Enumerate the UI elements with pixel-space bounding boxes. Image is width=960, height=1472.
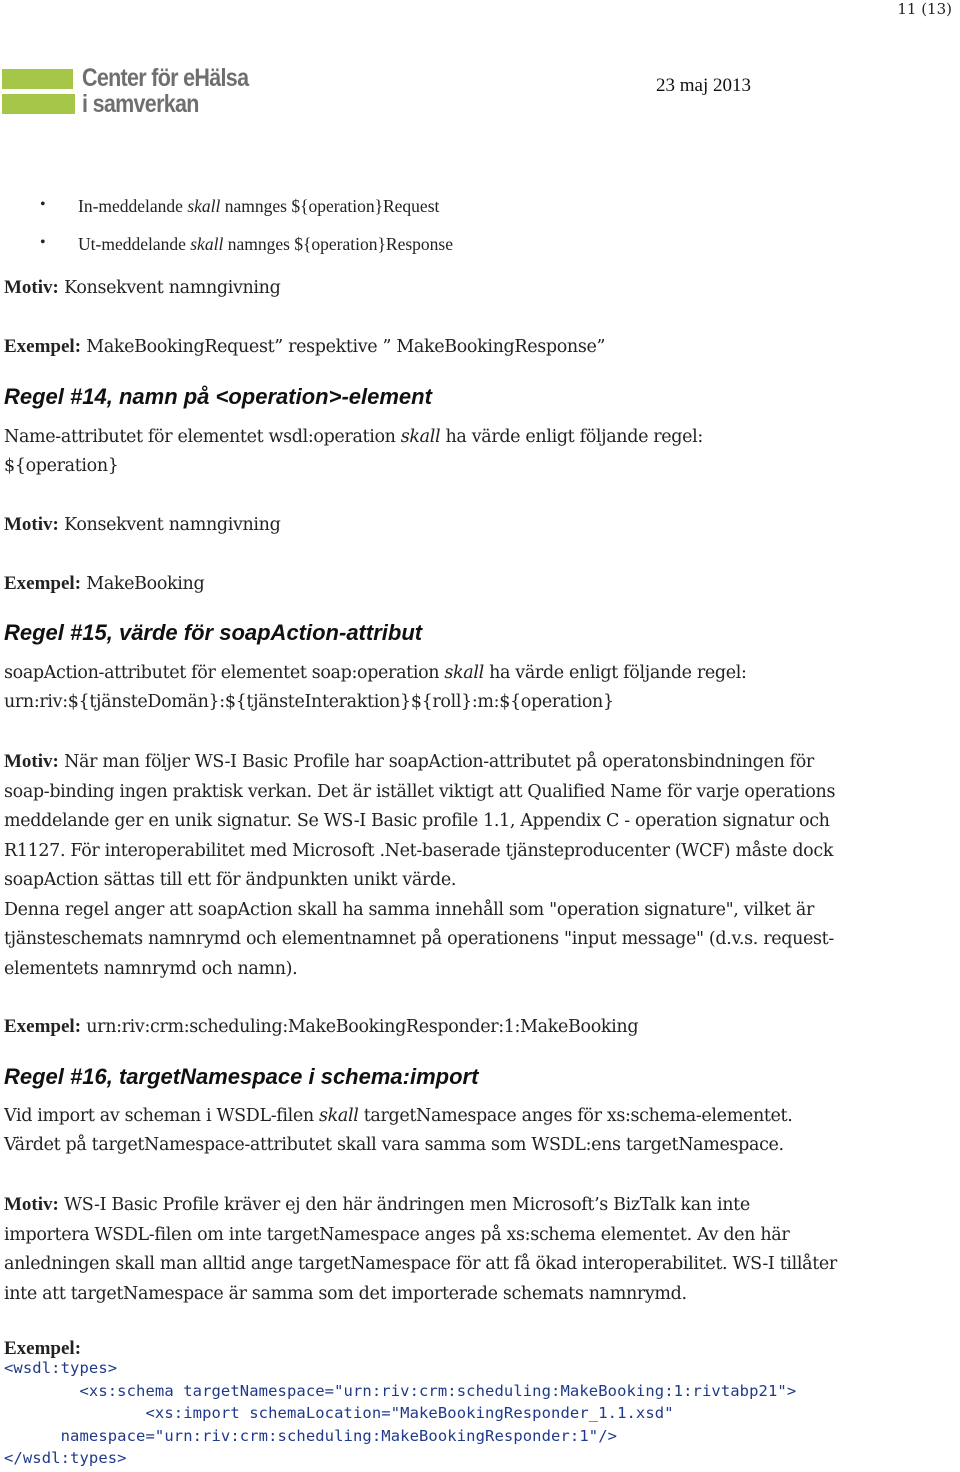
logo-text-line2: i samverkan	[82, 90, 199, 118]
bullet-icon: •	[40, 196, 46, 213]
code-line: namespace="urn:riv:crm:scheduling:MakeBookingResponder:1"/>	[4, 1426, 618, 1445]
motiv-label: Motiv:	[4, 751, 59, 772]
section-heading: Regel #14, namn på <operation>-element	[4, 384, 432, 409]
code-line: </wsdl:types>	[4, 1449, 127, 1467]
rule-text: Name-attributet för elementet wsdl:operation skall ha värde enligt följande regel:	[4, 427, 703, 447]
example-paragraph: Exempel: MakeBooking	[4, 573, 205, 594]
logo-bar-top	[2, 69, 73, 89]
rule-text: urn:riv:${tjänsteDomän}:${tjänsteInteraktion}${roll}:m:${operation}	[4, 692, 614, 712]
motiv-paragraph: Motiv: Konsekvent namngivning	[4, 277, 281, 298]
example-label: Exempel:	[4, 573, 82, 594]
list-item	[0, 234, 960, 258]
rule-text: Värdet på targetNamespace-attributet skall vara samma som WSDL:ens targetNamespace.	[4, 1135, 784, 1155]
list-item-text: Ut-meddelande skall namnges ${operation}Response	[78, 234, 453, 254]
logo	[0, 66, 270, 122]
list-item-text: In-meddelande skall namnges ${operation}Request	[78, 196, 440, 216]
bullet-icon: •	[40, 234, 46, 251]
example-label: Exempel:	[4, 336, 82, 357]
example-label: Exempel:	[4, 1338, 82, 1359]
motiv-paragraph: Motiv: Konsekvent namngivning	[4, 514, 281, 535]
motiv-label: Motiv:	[4, 277, 59, 298]
code-line: <xs:import schemaLocation="MakeBookingResponder_1.1.xsd"	[4, 1404, 674, 1422]
rule-text: soapAction-attributet för elementet soap:operation skall ha värde enligt följande regel:	[4, 663, 747, 683]
example-paragraph: Exempel: MakeBookingRequest” respektive ” MakeBookingResponse”	[4, 336, 606, 357]
motiv-label: Motiv:	[4, 514, 59, 535]
example-label: Exempel:	[4, 1016, 82, 1037]
list-item	[0, 196, 960, 220]
code-line: <xs:schema targetNamespace="urn:riv:crm:scheduling:MakeBooking:1:rivtabp21">	[4, 1381, 797, 1400]
motiv-paragraph: Motiv: När man följer WS-I Basic Profile har soapAction-attributet på operatonsbindningen för soap-binding ingen praktisk verkan. Det är istället viktigt att Qualified Name för varje operations meddelande ger en unik signatur. Se WS-I Basic profile 1.1, Appendix C - operation signatur och R1127. För interoperabilitet med Microsoft .Net-baserade tjänsteproducenter (WCF) måste dock soapAction sättas till ett för ändpunkten unikt värde. Denna regel anger att soapAction skall ha samma innehåll som "operation signature", vilket är tjänsteschemats namnrymd och elementnamnet på operationens "input message" (d.v.s. request- elementets namnrymd och namn).	[4, 751, 836, 979]
motiv-label: Motiv:	[4, 1194, 59, 1215]
motiv-paragraph: Motiv: WS-I Basic Profile kräver ej den här ändringen men Microsoft’s BizTalk kan inte importera WSDL-filen om inte targetNamespace anges på xs:schema elementet. Av den här anledningen skall man alltid ange targetNamespace för att få ökad interoperabilitet. WS-I tillåter inte att targetNamespace är samma som det importerade schemats namnrymd.	[4, 1194, 837, 1304]
code-line: <wsdl:types>	[4, 1359, 118, 1377]
logo-bar-bottom	[2, 94, 75, 114]
logo-text-line1: Center för eHälsa	[82, 64, 249, 92]
section-heading: Regel #15, värde för soapAction-attribut	[4, 620, 423, 645]
rule-text: Vid import av scheman i WSDL-filen skall targetNamespace anges för xs:schema-elementet.	[4, 1106, 793, 1126]
document-date: 23 maj 2013	[656, 75, 751, 96]
section-heading: Regel #16, targetNamespace i schema:import	[4, 1064, 479, 1089]
code-block	[4, 1359, 796, 1472]
rule-text: ${operation}	[4, 456, 119, 476]
page-number: 11 (13)	[897, 0, 952, 18]
example-paragraph: Exempel: urn:riv:crm:scheduling:MakeBookingResponder:1:MakeBooking	[4, 1016, 639, 1037]
